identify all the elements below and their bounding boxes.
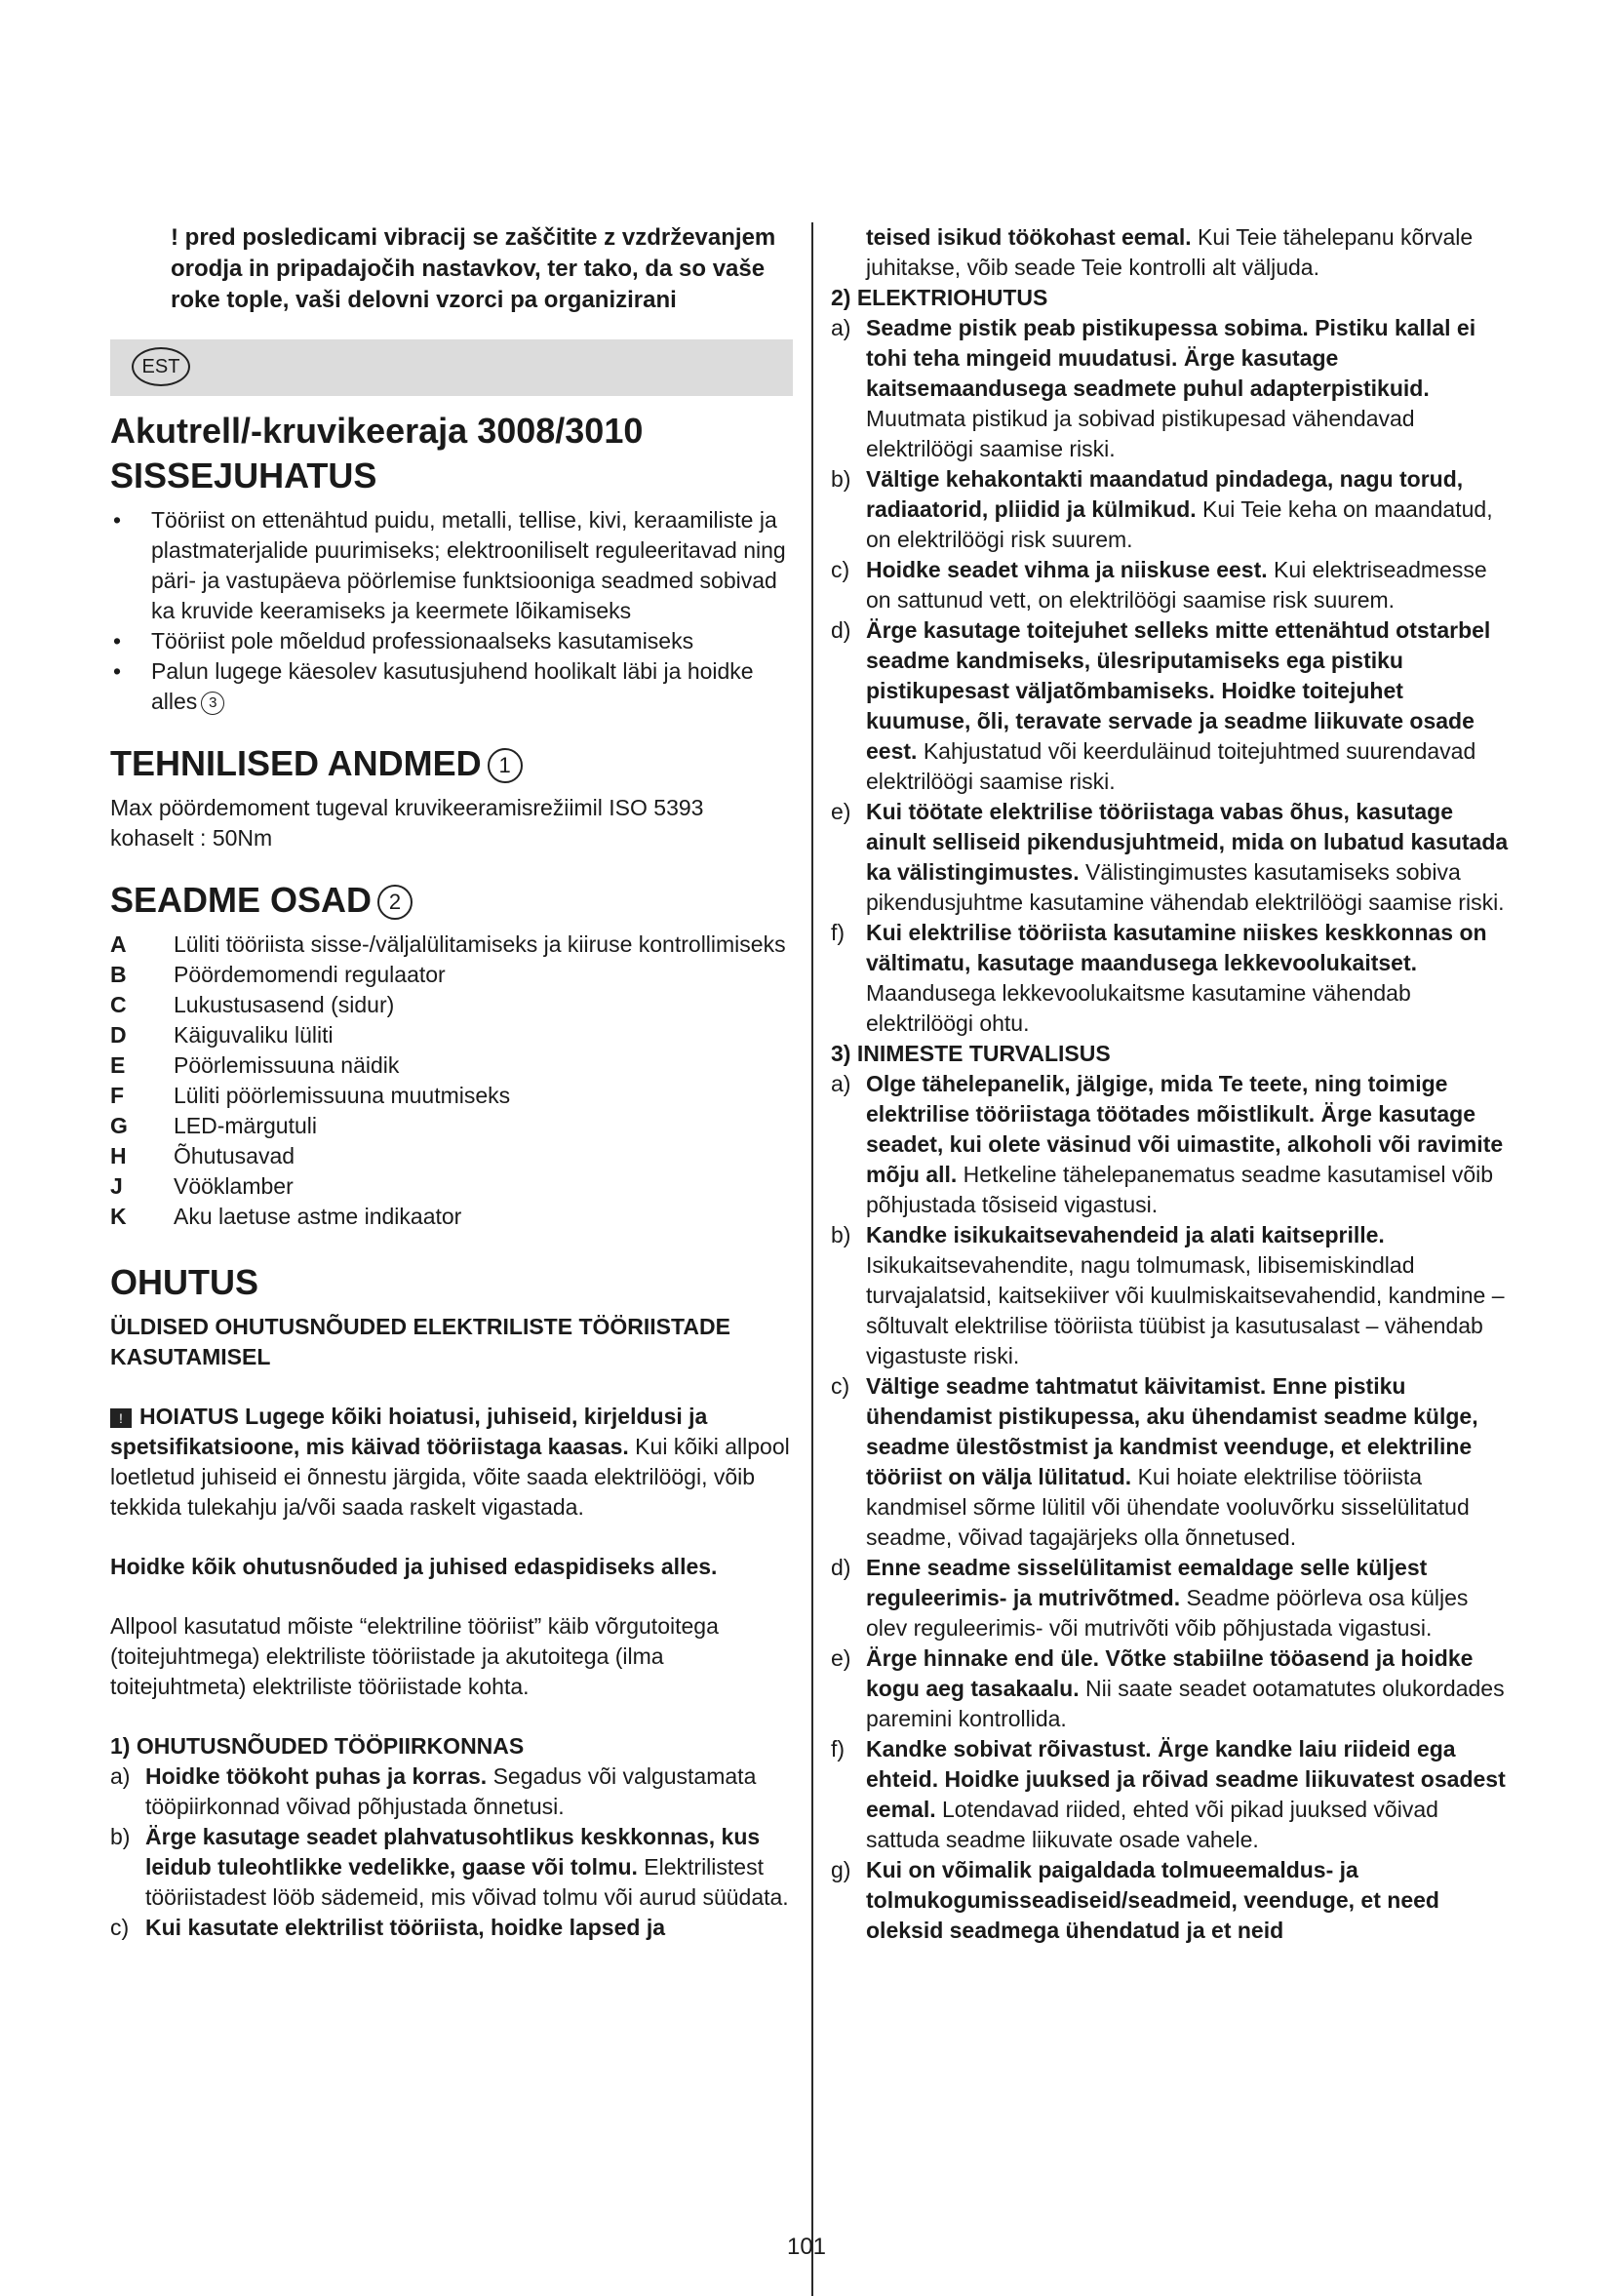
- part-item: A Lüliti tööriista sisse-/väljalülitamiseks ja kiiruse kontrollimiseks: [110, 931, 786, 957]
- electrical-safety-item: f) Kui elektrilise tööriista kasutamine niiskes keskkonnas on vältimatu, kasutage maandusega lekkevoolukaitset. Maandusega lekkevoolukaitsme kasutamine vähendab elektrilöögi ohtu.: [831, 920, 1487, 1036]
- personal-safety-item: b) Kandke isikukaitsevahendeid ja alati kaitseprille. Isikukaitsevahendite, nagu tolmumask, libisemiskindlad turvajalatsid, kaitsekiiver või kuulmiskaitsevahendid, kandmine – sõltuvalt elektrilise tööriista tüübist ja kasutusalast – vähendab vigastuste riski.: [831, 1222, 1505, 1368]
- personal-safety-item: a) Olge tähelepanelik, jälgige, mida Te teete, ning toimige elektrilise tööriistaga töötades mõistlikult. Ärge kasutage seadet, kui olete väsinud või uimastite, alkoholi või ravimite mõju all. Hetkeline tähelepanematus seadme kasutamisel võib põhjustada tõsiseid vigastusi.: [831, 1071, 1504, 1217]
- electrical-safety-item: e) Kui töötate elektrilise tööriistaga vabas õhus, kasutage ainult selliseid pikendusjuhtmeid, mida on lubatud kasutada ka välistingimustes. Välistingimustes kasutamiseks sobiva pikendusjuhtme kasutamine vähendab elektrilöögi saamise riski.: [831, 799, 1509, 915]
- previous-language-closing-note: ! pred poslediсami vibracij se zaščitite z vzdrževanjem orodja in pripadajočih nastavkov, ter tako, da so vaše roke tople, vaši delovni vzorci pa organizirani: [171, 224, 776, 313]
- work-area-heading: 1) OHUTUSNÕUDED TÖÖPIIRKONNAS: [110, 1733, 525, 1759]
- figure-ref-1: 1: [488, 748, 523, 783]
- electrical-safety-item: b) Vältige kehakontakti maandatud pindadega, nagu torud, radiaatorid, pliidid ja külmikud. Kui Teie keha on maandatud, on elektrilöögi risk suurem.: [831, 466, 1493, 552]
- electrical-safety-item: d) Ärge kasutage toitejuhet selleks mitte ettenähtud otstarbel seadme kandmiseks, ülesriputamiseks ega pistiku pistikupesast väljatõmbamiseks. Hoidke toitejuhet kuumuse, õli, teravate servade ja seadme liikuvate osade eest. Kahjustatud või keerduläinud toitejuhtmed suurendavad elektrilöögi saamise riski.: [831, 617, 1491, 794]
- personal-safety-item: g) Kui on võimalik paigaldada tolmueemaldus- ja tolmukogumisseadiseid/seadmeid, veenduge, et need oleksid seadmega ühendatud ja et neid: [831, 1857, 1439, 1943]
- product-title: Akutrell/-kruvikeeraja 3008/3010: [110, 411, 644, 451]
- language-badge: EST: [132, 347, 190, 386]
- language-banner: [110, 339, 793, 396]
- part-item: F Lüliti pöörlemissuuna muutmiseks: [110, 1083, 511, 1108]
- intro-bullet: • Palun lugege käesolev kasutusjuhend hoolikalt läbi ja hoidke alles 3: [110, 656, 793, 717]
- intro-bullet-list: [110, 505, 793, 717]
- left-column: [110, 222, 793, 1943]
- intro-bullet: • Tööriist on ettenähtud puidu, metalli, tellise, kivi, keraamiliste ja plastmaterjalide puurimiseks; elektrooniliselt reguleeritavad ning päri- ja vastupäeva pöörlemise funktsiooniga seadmed sobivad ka kruvide keeramiseks ja keermete lõikamiseks: [110, 505, 793, 626]
- personal-safety-item: d) Enne seadme sisselülitamist eemaldage selle küljest reguleerimis- ja mutrivõtmed. Seadme pöörleva osa küljes olev reguleerimis- või mutrivõti võib põhjustada vigastusi.: [831, 1555, 1469, 1641]
- safety-subheading: ÜLDISED OHUTUSNÕUDED ELEKTRILISTE TÖÖRIISTADE KASUTAMISEL: [110, 1314, 730, 1369]
- figure-ref-3: 3: [201, 692, 224, 715]
- work-area-item: b) Ärge kasutage seadet plahvatusohtlikus keskkonnas, kus leidub tuleohtlikke vedelikke, gaase või tolmu. Elektrilistest tööriistadest lööb sädemeid, mis võivad tolmu või aurud süüdata.: [110, 1824, 789, 1910]
- personal-safety-heading: 3) INIMESTE TURVALISUS: [831, 1041, 1111, 1066]
- personal-safety-item: c) Vältige seadme tahtmatut käivitamist. Enne pistiku ühendamist pistikupessa, aku ühendamist seadme külge, seadme ülestõstmist ja kandmist veenduge, et elektriline tööriist on välja lülitatud. Kui hoiate elektrilise tööriista kandmisel sõrme lülitil või ühendate vooluvõrku sisselülitatud seadme, võivad tagajärjeks olla õnnetused.: [831, 1373, 1478, 1550]
- part-item: E Pöörlemissuuna näidik: [110, 1052, 400, 1078]
- electrical-safety-heading: 2) ELEKTRIOHUTUS: [831, 285, 1048, 310]
- figure-ref-2: 2: [377, 885, 413, 920]
- parts-list: [110, 930, 793, 1232]
- power-tool-definition: Allpool kasutatud mõiste “elektriline tööriist” käib võrgutoitega (toitejuhtmega) elektriliste tööriistade ja akutoitega (ilma toitejuhtmeta) elektriliste tööriistade kohta.: [110, 1613, 719, 1699]
- part-item: D Käiguvaliku lüliti: [110, 1022, 334, 1048]
- tech-heading: TEHNILISED ANDMED 1: [110, 742, 793, 785]
- work-area-item: c) Kui kasutate elektrilist tööriista, hoidke lapsed ja: [110, 1915, 665, 1940]
- personal-safety-item: f) Kandke sobivat rõivastust. Ärge kandke laiu riideid ega ehteid. Hoidke juuksed ja rõivad seadme liikuvatest osadest eemal. Lotendavad riided, ehted või pikad juuksed võivad sattuda seadme liikuvate osade vahele.: [831, 1736, 1506, 1852]
- part-item: G LED-märgutuli: [110, 1113, 317, 1138]
- personal-safety-item: e) Ärge hinnake end üle. Võtke stabiilne tööasend ja hoidke kogu aeg tasakaalu. Nii saate seadet ootamatutes olukordades paremini kontrollida.: [831, 1645, 1505, 1731]
- intro-heading: SISSEJUHATUS: [110, 455, 377, 495]
- part-item: H Õhutusavad: [110, 1143, 295, 1168]
- work-area-item: a) Hoidke töökoht puhas ja korras. Segadus või valgustamata tööpiirkonnad võivad põhjustada õnnetusi.: [110, 1763, 757, 1819]
- column-divider: [811, 222, 813, 2296]
- keep-instructions: Hoidke kõik ohutusnõuded ja juhised edaspidiseks alles.: [110, 1554, 718, 1579]
- electrical-safety-item: a) Seadme pistik peab pistikupessa sobima. Pistiku kallal ei tohi teha mingeid muudatusi. Ärge kasutage kaitsemaandusega seadmete puhul adapterpistikuid. Muutmata pistikud ja sobivad pistikupesad vähendavad elektrilöögi saamise riski.: [831, 315, 1476, 461]
- part-item: K Aku laetuse astme indikaator: [110, 1204, 462, 1229]
- tech-text: Max pöördemoment tugeval kruvikeeramisrežiimil ISO 5393 kohaselt : 50Nm: [110, 795, 704, 851]
- general-warning: ! HOIATUS Lugege kõiki hoiatusi, juhiseid, kirjeldusi ja spetsifikatsioone, mis käivad tööriistaga kaasas. Kui kõiki allpool loetletud juhiseid ei õnnestu järgida, võite saada elektrilöögi, võib tekkida tulekahju ja/või saada raskelt vigastada.: [110, 1404, 790, 1520]
- intro-bullet: • Tööriist pole mõeldud professionaalseks kasutamiseks: [110, 626, 793, 656]
- page-number: 101: [786, 2234, 827, 2260]
- part-item: B Pöördemomendi regulaator: [110, 962, 446, 987]
- parts-heading: SEADME OSAD 2: [110, 879, 793, 922]
- right-column: [831, 222, 1514, 1946]
- continued-item: teised isikud töökohast eemal. Kui Teie tähelepanu kõrvale juhitakse, võib seade Teie kontrolli alt väljuda.: [866, 224, 1474, 280]
- warning-triangle-icon: !: [110, 1408, 132, 1428]
- part-item: C Lukustusasend (sidur): [110, 992, 395, 1017]
- part-item: J Vööklamber: [110, 1173, 294, 1199]
- electrical-safety-item: c) Hoidke seadet vihma ja niiskuse eest. Kui elektriseadmesse on sattunud vett, on elektrilöögi saamise risk suurem.: [831, 557, 1487, 613]
- safety-heading: OHUTUS: [110, 1262, 258, 1302]
